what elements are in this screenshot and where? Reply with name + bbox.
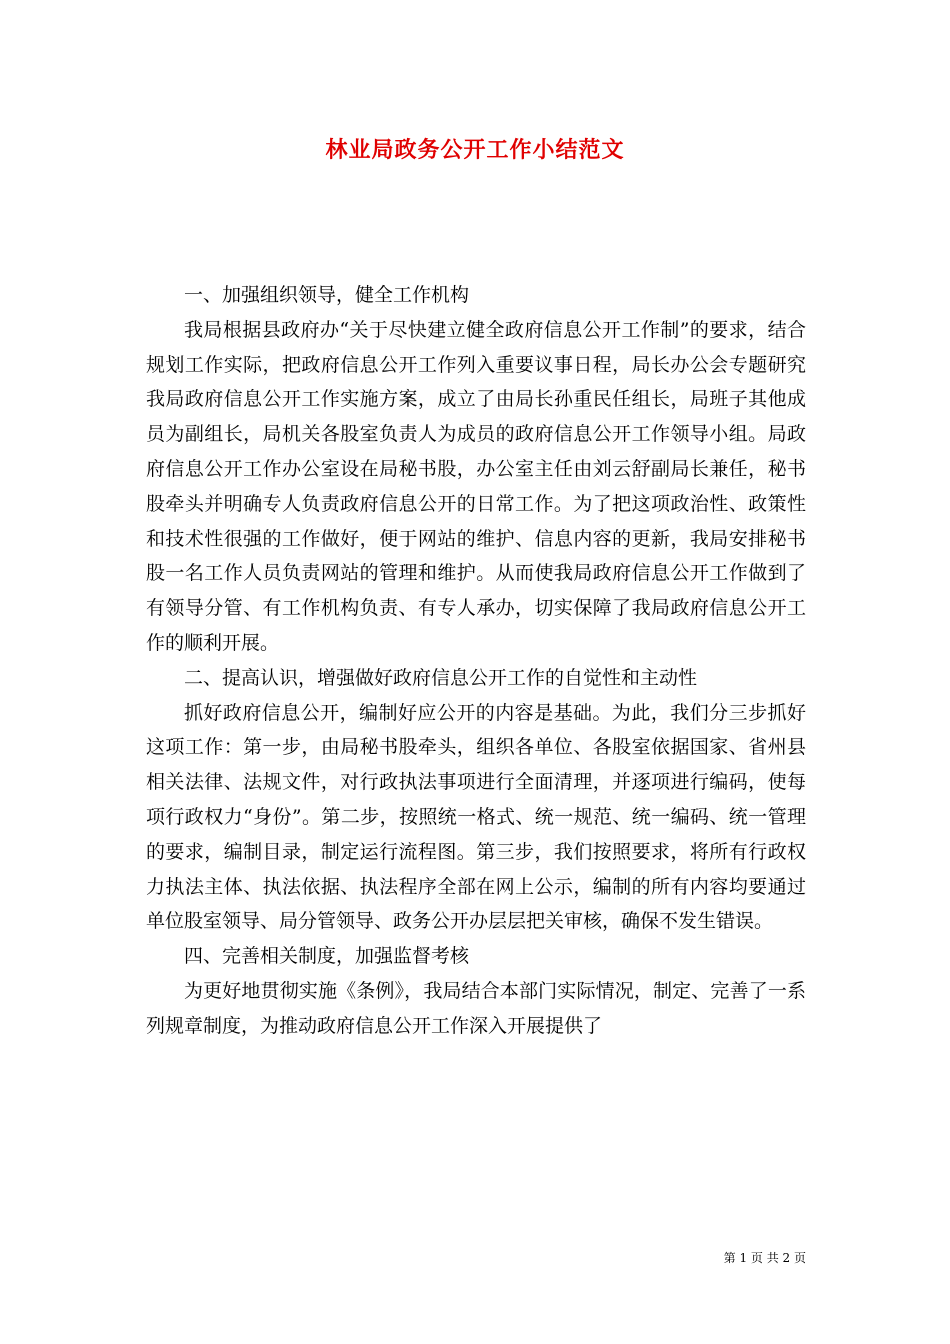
paragraph-1: 我局根据县政府办“关于尽快建立健全政府信息公开工作制”的要求，结合规划工作实际，把政府信息公开工作列入重要议事日程，局长办公会专题研究我局政府信息公开工作实施方案，成立了由局长孙重民任组长，局班子其他成员为副组长，局机关各股室负责人为成员的政府信息公开工作领导小组。局政府信息公开工作办公室设在局秘书股，办公室主任由刘云舒副局长兼任，秘书股牵头并明确专人负责政府信息公开的日常工作。为了把这项政治性、政策性和技术性很强的工作做好，便于网站的维护、信息内容的更新，我局安排秘书股一名工作人员负责网站的管理和维护。从而使我局政府信息公开工作做到了有领导分管、有工作机构负责、有专人承办，切实保障了我局政府信息公开工作的顺利开展。 [146, 318, 806, 654]
page-footer: 第 1 页 共 2 页 [723, 1251, 806, 1265]
section-heading-4: 四、完善相关制度，加强监督考核 [184, 945, 470, 968]
paragraph-2: 抓好政府信息公开，编制好应公开的内容是基础。为此，我们分三步抓好这项工作：第一步，由局秘书股牵头，组织各单位、各股室依据国家、省州县相关法律、法规文件，对行政执法事项进行全面清理，并逐项进行编码，使每项行政权力“身份”。第二步，按照统一格式、统一规范、统一编码、统一管理的要求，编制目录，制定运行流程图。第三步，我们按照要求，将所有行政权力执法主体、执法依据、执法程序全部在网上公示，编制的所有内容均要通过单位股室领导、局分管领导、政务公开办层层把关审核，确保不发生错误。 [146, 701, 806, 933]
paragraph-3: 为更好地贯彻实施《条例》，我局结合本部门实际情况，制定、完善了一系列规章制度，为推动政府信息公开工作深入开展提供了 [146, 979, 806, 1037]
section-heading-1: 一、加强组织领导，健全工作机构 [184, 284, 470, 306]
document-body [146, 278, 806, 1044]
document-title: 林业局政务公开工作小结范文 [325, 137, 625, 163]
section-heading-2: 二、提高认识，增强做好政府信息公开工作的自觉性和主动性 [184, 666, 698, 689]
